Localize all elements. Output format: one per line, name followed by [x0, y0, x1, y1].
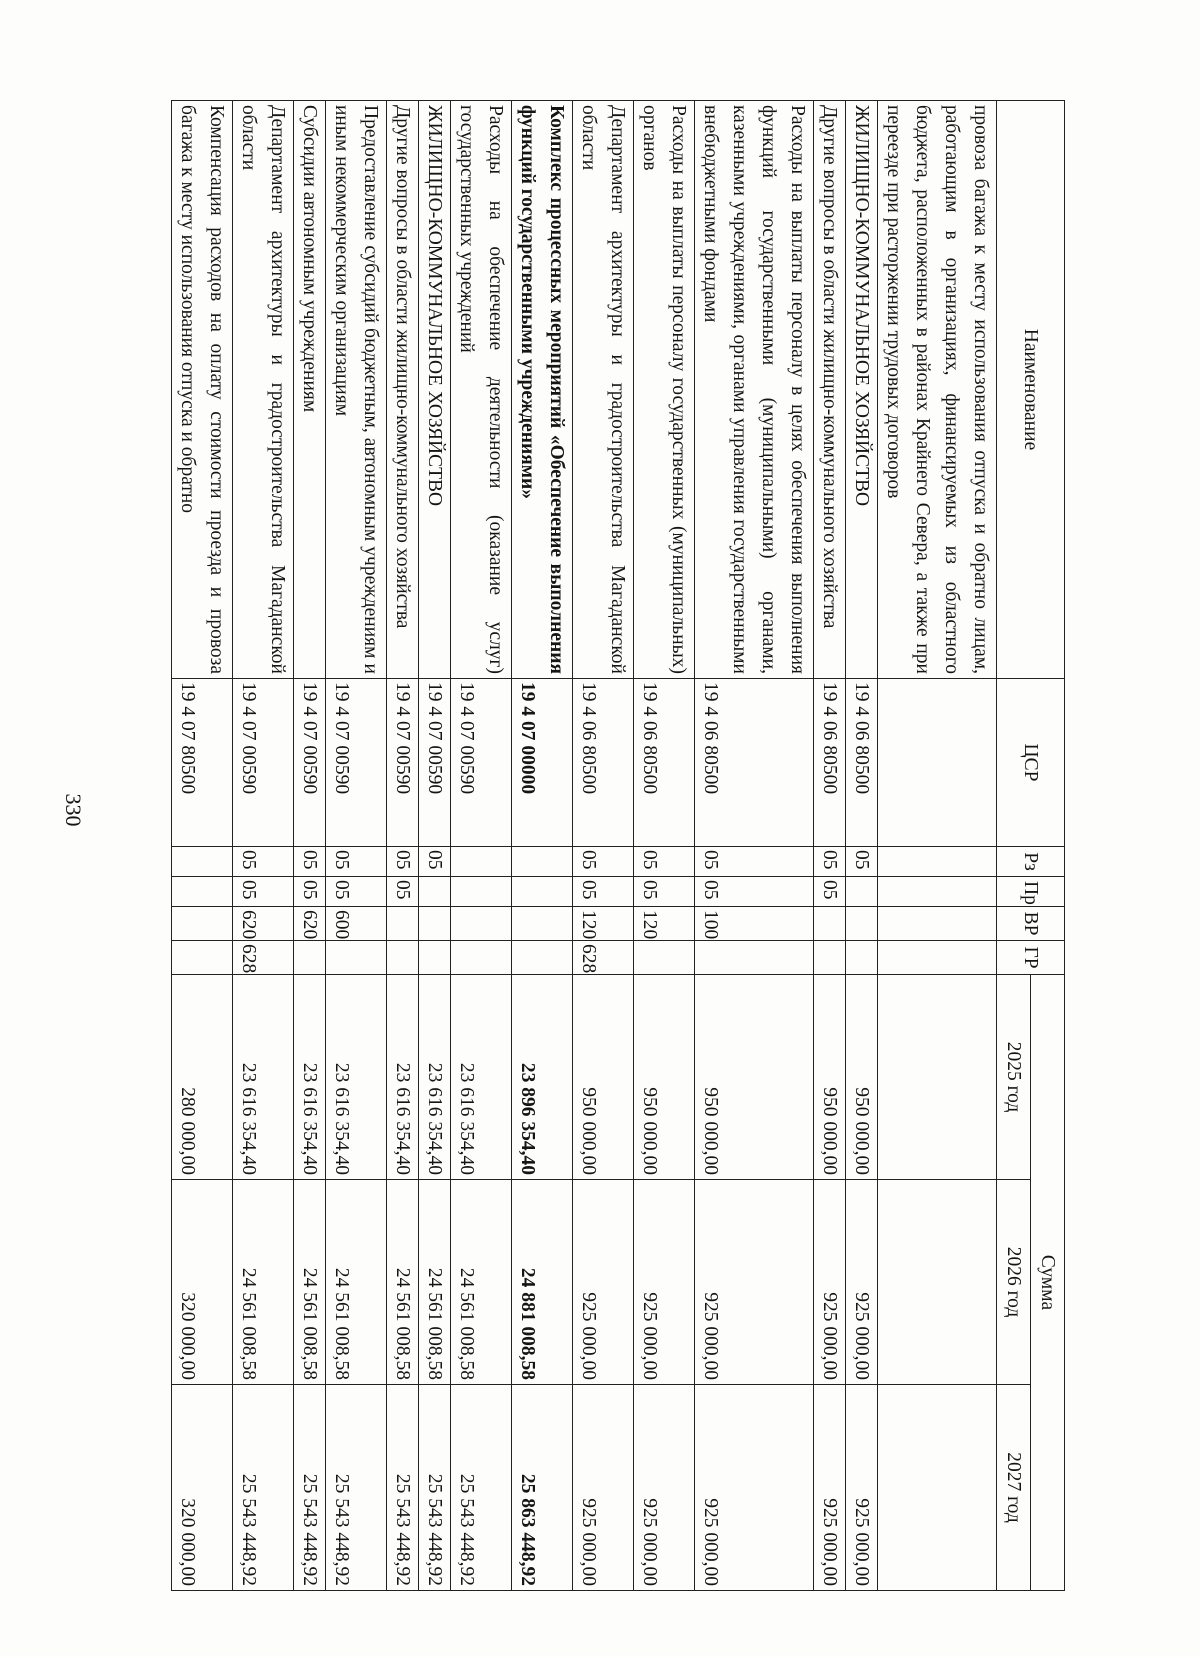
row-rz: 05 [695, 847, 814, 877]
row-vr: 100 [695, 907, 814, 941]
row-sum-2026: 925 000,00 [573, 1180, 634, 1385]
row-sum-2026: 24 561 008,58 [451, 1180, 512, 1385]
row-rz: 05 [326, 847, 387, 877]
row-pr: 05 [326, 877, 387, 907]
row-sum-2025: 950 000,00 [846, 975, 878, 1180]
row-gr [326, 941, 387, 975]
row-name: ЖИЛИЩНО-КОММУНАЛЬНОЕ ХОЗЯЙСТВО [419, 101, 451, 679]
row-sum-2026: 24 561 008,58 [419, 1180, 451, 1385]
table-row [233, 101, 294, 1591]
row-gr [634, 941, 695, 975]
row-sum-2025: 23 616 354,40 [233, 975, 294, 1180]
row-csr: 19 4 07 00000 [512, 679, 573, 847]
row-csr: 19 4 07 00590 [419, 679, 451, 847]
row-csr: 19 4 06 80500 [634, 679, 695, 847]
row-pr: 05 [294, 877, 326, 907]
row-csr: 19 4 06 80500 [695, 679, 814, 847]
row-sum-2026: 925 000,00 [695, 1180, 814, 1385]
row-gr [846, 941, 878, 975]
row-csr: 19 4 07 00590 [451, 679, 512, 847]
row-name: ЖИЛИЩНО-КОММУНАЛЬНОЕ ХОЗЯЙСТВО [846, 101, 878, 679]
row-sum-2027: 25 543 448,92 [233, 1385, 294, 1591]
table-row [419, 101, 451, 1591]
header-year-2026: 2026 год [997, 1180, 1031, 1385]
row-vr [419, 907, 451, 941]
header-year-2027: 2027 год [997, 1385, 1031, 1591]
row-sum-2025: 950 000,00 [695, 975, 814, 1180]
row-name: Расходы на выплаты персоналу государственных (муниципальных) органов [634, 101, 695, 679]
row-gr [172, 941, 233, 975]
row-rz [451, 847, 512, 877]
table-row [172, 101, 233, 1591]
row-sum-2027: 25 543 448,92 [387, 1385, 419, 1591]
row-pr [172, 877, 233, 907]
row-sum-2027: 925 000,00 [573, 1385, 634, 1591]
row-gr [387, 941, 419, 975]
row-gr [695, 941, 814, 975]
row-vr: 620 [294, 907, 326, 941]
row-sum-2025 [878, 975, 997, 1180]
row-csr: 19 4 07 00590 [294, 679, 326, 847]
rotated-table-container [160, 100, 1065, 1590]
row-name: Субсидии автономным учреждениям [294, 101, 326, 679]
row-name: Расходы на выплаты персоналу в целях обеспечения выполнения функций государственными (муниципальными) органами, казенными учреждениями, органами управления государственными внебюджетными фондами [695, 101, 814, 679]
row-rz: 05 [387, 847, 419, 877]
header-pr: Пр [997, 877, 1065, 907]
budget-table [171, 100, 1065, 1591]
row-sum-2025: 23 616 354,40 [451, 975, 512, 1180]
row-name: Департамент архитектуры и градостроительства Магаданской области [573, 101, 634, 679]
row-csr: 19 4 07 00590 [387, 679, 419, 847]
row-pr: 05 [814, 877, 846, 907]
row-pr [512, 877, 573, 907]
table-row [814, 101, 846, 1591]
row-sum-2025: 23 616 354,40 [387, 975, 419, 1180]
row-vr [172, 907, 233, 941]
row-sum-2025: 950 000,00 [634, 975, 695, 1180]
row-sum-2025: 950 000,00 [814, 975, 846, 1180]
row-rz: 05 [814, 847, 846, 877]
row-csr: 19 4 07 00590 [326, 679, 387, 847]
row-sum-2027: 925 000,00 [814, 1385, 846, 1591]
row-pr: 05 [634, 877, 695, 907]
table-row [846, 101, 878, 1591]
row-vr [878, 907, 997, 941]
row-sum-2026: 24 561 008,58 [233, 1180, 294, 1385]
row-csr [878, 679, 997, 847]
row-sum-2025: 23 616 354,40 [419, 975, 451, 1180]
table-row [878, 101, 997, 1591]
row-sum-2027 [878, 1385, 997, 1591]
row-gr [878, 941, 997, 975]
row-rz: 05 [634, 847, 695, 877]
row-pr: 05 [387, 877, 419, 907]
header-name: Наименование [997, 101, 1065, 679]
row-rz [512, 847, 573, 877]
row-vr: 620 [233, 907, 294, 941]
row-csr: 19 4 07 00590 [233, 679, 294, 847]
row-gr [814, 941, 846, 975]
row-name: Предоставление субсидий бюджетным, автономным учреждениям и иным некоммерческим организациям [326, 101, 387, 679]
row-sum-2026: 24 881 008,58 [512, 1180, 573, 1385]
row-rz: 05 [419, 847, 451, 877]
row-gr: 628 [573, 941, 634, 975]
table-row [634, 101, 695, 1591]
table-row [573, 101, 634, 1591]
table-row [451, 101, 512, 1591]
header-year-2025: 2025 год [997, 975, 1031, 1180]
row-sum-2026: 24 561 008,58 [326, 1180, 387, 1385]
row-pr [878, 877, 997, 907]
row-csr: 19 4 06 80500 [846, 679, 878, 847]
row-name: Другие вопросы в области жилищно-коммунального хозяйства [387, 101, 419, 679]
row-name: Департамент архитектуры и градостроительства Магаданской области [233, 101, 294, 679]
row-sum-2027: 925 000,00 [846, 1385, 878, 1591]
row-rz: 05 [294, 847, 326, 877]
row-sum-2027: 25 543 448,92 [294, 1385, 326, 1591]
row-sum-2025: 23 616 354,40 [326, 975, 387, 1180]
row-rz: 05 [233, 847, 294, 877]
table-row [512, 101, 573, 1591]
row-sum-2025: 950 000,00 [573, 975, 634, 1180]
row-sum-2027: 25 863 448,92 [512, 1385, 573, 1591]
row-sum-2026: 925 000,00 [846, 1180, 878, 1385]
row-sum-2026 [878, 1180, 997, 1385]
row-sum-2027: 925 000,00 [634, 1385, 695, 1591]
row-vr: 120 [634, 907, 695, 941]
table-header [997, 101, 1065, 1591]
row-name: Комплекс процессных мероприятий «Обеспечение выполнения функций государственными учреждениями» [512, 101, 573, 679]
table-row [294, 101, 326, 1591]
row-name: Компенсация расходов на оплату стоимости проезда и провоза багажа к месту использования отпуска и обратно [172, 101, 233, 679]
row-pr: 05 [695, 877, 814, 907]
row-sum-2027: 320 000,00 [172, 1385, 233, 1591]
table-row [695, 101, 814, 1591]
row-pr [846, 877, 878, 907]
row-vr [512, 907, 573, 941]
row-vr: 600 [326, 907, 387, 941]
row-sum-2025: 23 616 354,40 [294, 975, 326, 1180]
row-gr: 628 [233, 941, 294, 975]
row-gr [451, 941, 512, 975]
row-gr [512, 941, 573, 975]
header-rz: Рз [997, 847, 1065, 877]
row-vr [387, 907, 419, 941]
row-gr [419, 941, 451, 975]
row-sum-2027: 25 543 448,92 [451, 1385, 512, 1591]
page-number: 330 [61, 793, 86, 827]
row-rz [172, 847, 233, 877]
header-sum: Сумма [1031, 975, 1065, 1591]
row-vr [846, 907, 878, 941]
row-sum-2026: 320 000,00 [172, 1180, 233, 1385]
row-rz: 05 [846, 847, 878, 877]
row-gr [294, 941, 326, 975]
row-vr: 120 [573, 907, 634, 941]
header-gr: ГР [997, 941, 1065, 975]
header-vr: ВР [997, 907, 1065, 941]
row-sum-2027: 25 543 448,92 [419, 1385, 451, 1591]
row-rz [878, 847, 997, 877]
table-row [387, 101, 419, 1591]
row-name: Расходы на обеспечение деятельности (оказание услуг) государственных учреждений [451, 101, 512, 679]
row-sum-2026: 24 561 008,58 [294, 1180, 326, 1385]
row-sum-2027: 925 000,00 [695, 1385, 814, 1591]
row-vr [451, 907, 512, 941]
row-name: Другие вопросы в области жилищно-коммунального хозяйства [814, 101, 846, 679]
row-csr: 19 4 06 80500 [814, 679, 846, 847]
header-csr: ЦСР [997, 679, 1065, 847]
row-pr [419, 877, 451, 907]
row-pr [451, 877, 512, 907]
table-body [172, 101, 997, 1591]
row-pr: 05 [573, 877, 634, 907]
row-rz: 05 [573, 847, 634, 877]
row-sum-2026: 925 000,00 [814, 1180, 846, 1385]
row-csr: 19 4 07 80500 [172, 679, 233, 847]
row-csr: 19 4 06 80500 [573, 679, 634, 847]
row-sum-2027: 25 543 448,92 [326, 1385, 387, 1591]
row-name: провоза багажа к месту использования отпуска и обратно лицам, работающим в организациях, финансируемых из областного бюджета, расположенных в районах Крайнего Севера, а также при переезде при расторжении трудовых договоров [878, 101, 997, 679]
row-sum-2025: 280 000,00 [172, 975, 233, 1180]
row-pr: 05 [233, 877, 294, 907]
row-sum-2025: 23 896 354,40 [512, 975, 573, 1180]
table-row [326, 101, 387, 1591]
row-vr [814, 907, 846, 941]
row-sum-2026: 24 561 008,58 [387, 1180, 419, 1385]
row-sum-2026: 925 000,00 [634, 1180, 695, 1385]
